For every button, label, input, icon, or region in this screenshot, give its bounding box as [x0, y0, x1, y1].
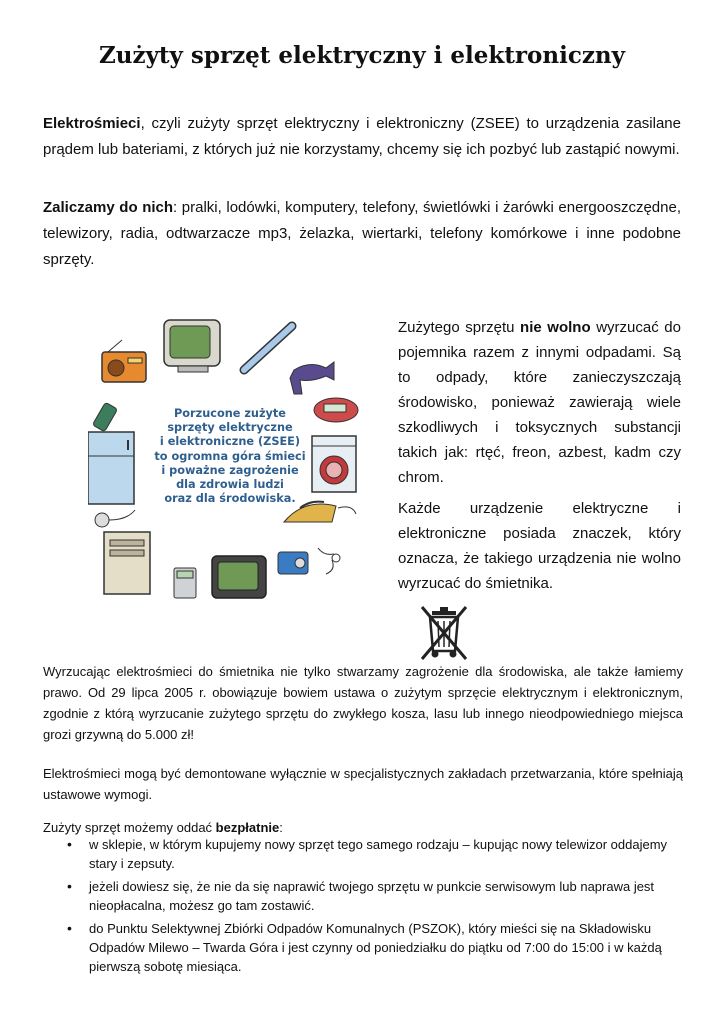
- caption-line: dla zdrowia ludzi: [176, 478, 284, 492]
- fridge-icon: [88, 432, 134, 504]
- tv-icon: [164, 320, 220, 372]
- list-item: • w sklepie, w którym kupujemy nowy sprzęt tego samego rodzaju – kupując nowy telewizor oddajemy stary i zepsuty.: [89, 835, 683, 873]
- examples-list-text: : pralki, lodówki, komputery, telefony, świetlówki i żarówki energooszczędne, telewizory, radia, odtwarzacze mp3, żelazka, wiertarki, telefony komórkowe i inne podobne sprzęty.: [43, 199, 681, 268]
- crossed-out-bin-icon: [418, 603, 470, 663]
- list-item: • do Punktu Selektywnej Zbiórki Odpadów Komunalnych (PSZOK), który mieści się na Składowisku Odpadów Milewo – Twarda Góra i jest czynny od poniedziałku do piątku od 7:00 do 15:00 i w każdą pierwszą sobotę miesiąca.: [89, 919, 683, 976]
- illustration-caption: [140, 407, 320, 506]
- pocket-calculator-icon: [174, 568, 196, 598]
- symbol-paragraph: Każde urządzenie elektryczne i elektroniczne posiada znaczek, który oznacza, że takiego urządzenia nie wolno wyrzucać do śmietnika.: [398, 500, 681, 592]
- intro-definition: , czyli zużyty sprzęt elektryczny i elektroniczny (ZSEE) to urządzenia zasilane prądem lub bateriami, z których już nie korzystamy, chcemy się ich pozbyć lub zastąpić nowymi.: [43, 115, 681, 158]
- intro-term: Elektrośmieci: [43, 115, 141, 132]
- free-return-emphasis: bezpłatnie: [215, 820, 280, 835]
- dismantle-paragraph: Elektrośmieci mogą być demontowane wyłącznie w specjalistycznych zakładach przetwarzania, które spełniają ustawowe wymogi.: [43, 766, 683, 802]
- hair-dryer-icon: [290, 362, 334, 394]
- radio-icon: [102, 340, 146, 382]
- mobile-phone-icon: [92, 402, 117, 432]
- page-title: Zużyty sprzęt elektryczny i elektroniczny: [99, 42, 625, 69]
- small-tv-icon: [212, 556, 266, 598]
- free-return-text: Zużyty sprzęt możemy oddać: [43, 820, 216, 835]
- caption-line: i poważne zagrożenie: [161, 463, 299, 477]
- caption-line: Porzucone zużyte: [174, 407, 286, 420]
- computer-case-icon: [104, 532, 150, 594]
- caption-line: oraz dla środowiska.: [164, 492, 296, 506]
- return-options-list: [43, 835, 683, 980]
- caption-line: sprzęty elektryczne: [167, 421, 293, 435]
- calculator-icon: [314, 398, 358, 422]
- caption-line: to ogromna góra śmieci: [154, 449, 306, 463]
- examples-paragraph: [43, 195, 681, 273]
- light-bulb-icon: [318, 548, 340, 574]
- fluorescent-tube-icon: [244, 326, 292, 370]
- prohibition-emphasis: nie wolno: [520, 319, 591, 336]
- examples-lead: Zaliczamy do nich: [43, 199, 174, 216]
- free-return-colon: :: [279, 820, 283, 835]
- mp3-player-icon: [278, 552, 308, 574]
- prohibition-text: wyrzucać do pojemnika razem z innymi odpadami. Są to odpady, które zanieczyszczają środowisko, ponieważ zawierają wiele szkodliwych i toksycznych substancji takich jak: rtęć, freon, azbest, kadm czy chrom.: [398, 319, 681, 486]
- intro-paragraph: [43, 111, 681, 163]
- list-item: • jeżeli dowiesz się, że nie da się naprawić twojego sprzętu w punkcie serwisowym lub naprawa jest nieopłacalna, możesz go tam zostawić.: [89, 877, 683, 915]
- prohibition-paragraph: [398, 315, 681, 490]
- law-paragraph: Wyrzucając elektrośmieci do śmietnika nie tylko stwarzamy zagrożenie dla środowiska, ale także łamiemy prawo. Od 29 lipca 2005 r. obowiązuje bowiem ustawa o zużytym sprzęcie elektrycznym i elektronicznym, zgodnie z którą wyrzucanie zużytego sprzętu do zwykłego kosza, lasu lub innego nieodpowiedniego miejsca grozi grzywną do 5.000 zł!: [43, 664, 683, 742]
- headphones-icon: [95, 510, 135, 527]
- caption-line: i elektroniczne (ZSEE): [159, 435, 301, 449]
- prohibition-lead: Zużytego sprzętu: [398, 319, 521, 336]
